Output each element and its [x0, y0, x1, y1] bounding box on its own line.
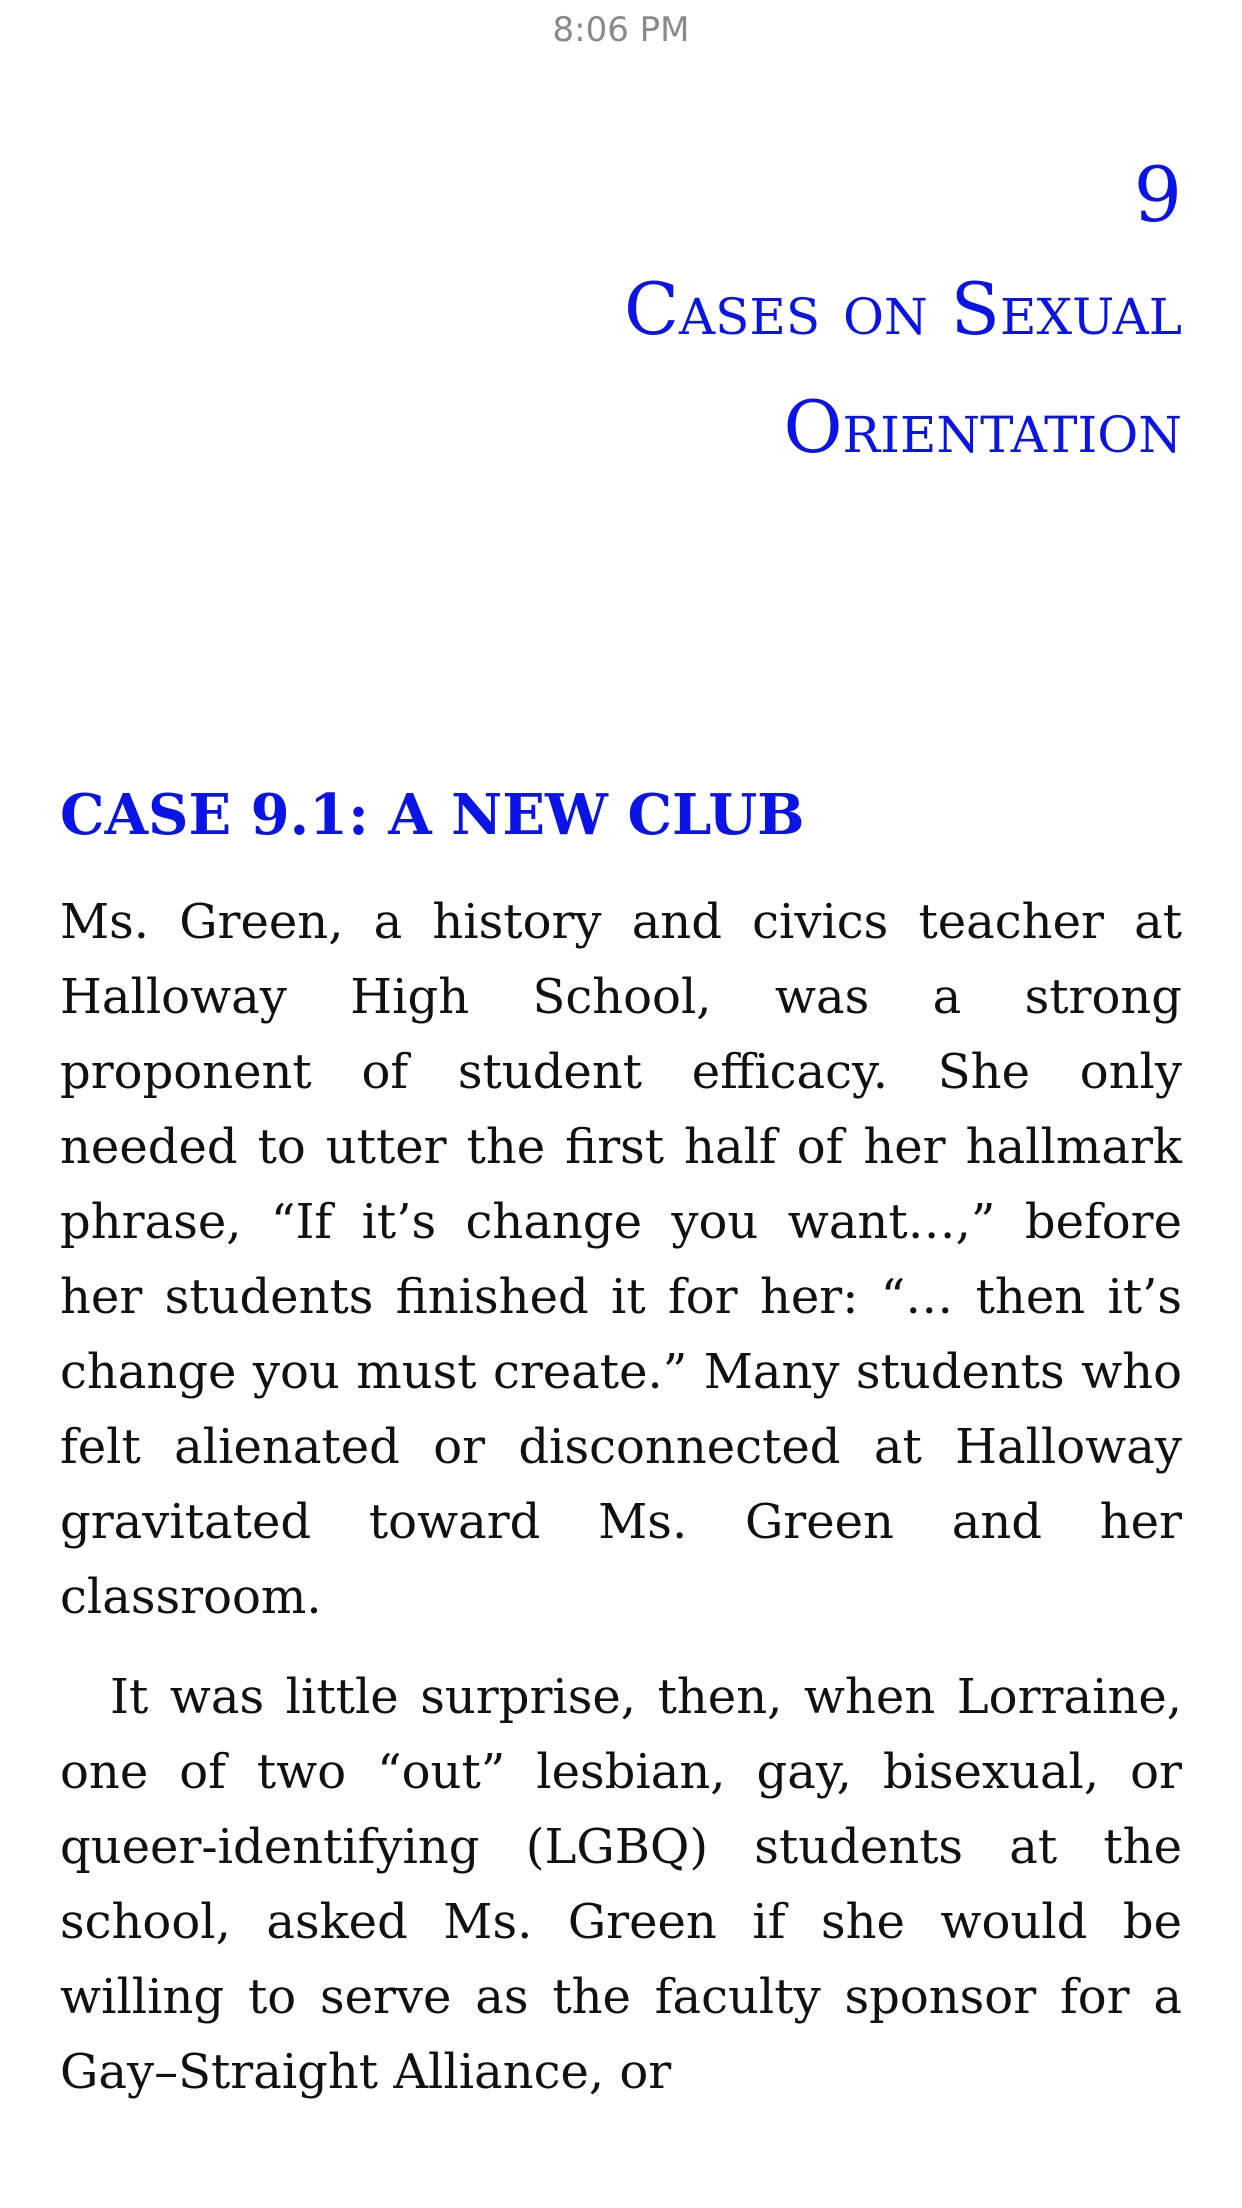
chapter-heading	[60, 140, 1182, 486]
chapter-number: 9	[1133, 150, 1182, 239]
section-title: CASE 9.1: A NEW CLUB	[60, 782, 805, 848]
chapter-title-line-2: Orientation	[783, 385, 1182, 469]
body-paragraph-2: It was little surprise, then, when Lorraine, one of two “out” lesbian, gay, bisexual, or queer-identifying (LGBQ) students at the school, asked Ms. Green if she would be willing to serve as the faculty sponsor for a Gay–Straight Alliance, or	[60, 1669, 1182, 2100]
body-paragraph-1: Ms. Green, a history and civics teacher at Halloway High School, was a strong proponent of student efficacy. She only needed to utter the first half of her hallmark phrase, “If it’s change you want…,” before her students finished it for her: “… then it’s change you must create.” Many students who felt alienated or disconnected at Halloway gravitated toward Ms. Green and her classroom.	[60, 894, 1182, 1625]
status-bar-time: 8:06 PM	[552, 10, 690, 50]
chapter-title-line-1: Cases on Sexual	[623, 267, 1182, 351]
